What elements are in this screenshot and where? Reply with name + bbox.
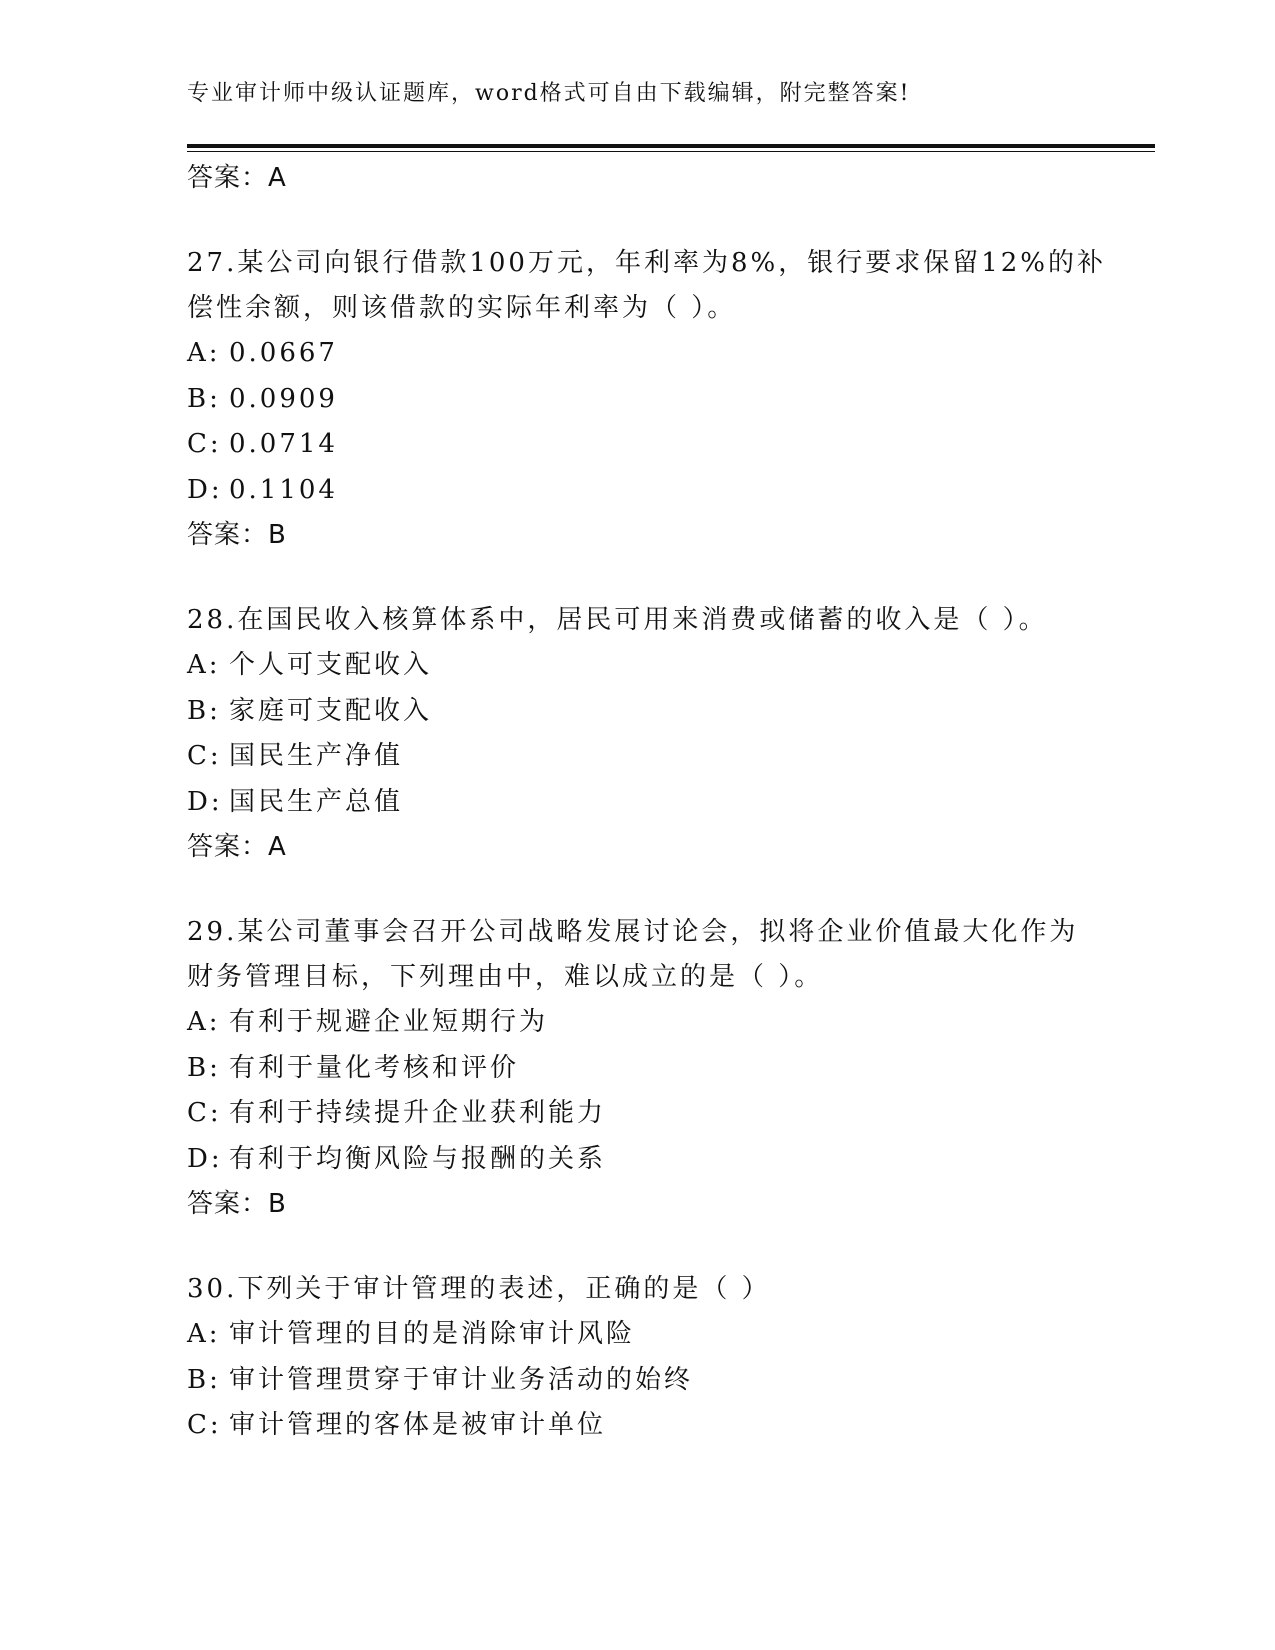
option-key: D: (187, 1143, 223, 1174)
option-key: A: (187, 1319, 221, 1349)
option-key: C: (187, 1410, 222, 1440)
option-b (187, 1358, 1087, 1404)
option-text: 国民生产总值 (229, 786, 404, 817)
option-key: B: (187, 383, 221, 414)
option-key: C: (187, 429, 222, 459)
option-text: 审计管理贯穿于审计业务活动的始终 (229, 1364, 694, 1395)
answer-line: 答案：B (187, 1189, 287, 1219)
answer-line: 答案：B (187, 520, 287, 550)
option-text: 审计管理的目的是消除审计风险 (229, 1319, 636, 1349)
option-key: A: (187, 650, 221, 680)
answer-line: 答案：A (187, 832, 287, 862)
answer-line: 答案：A (187, 163, 287, 193)
question-text: 29.某公司董事会召开公司战略发展讨论会，拟将企业价值最大化作为 (187, 917, 1079, 947)
option-text: 家庭可支配收入 (229, 695, 433, 726)
option-text: 有利于量化考核和评价 (229, 1052, 520, 1083)
option-key: C: (187, 1098, 222, 1128)
option-key: A: (187, 1007, 221, 1037)
option-text: 0.1104 (229, 474, 338, 505)
option-b (187, 689, 1087, 735)
option-d (187, 468, 1087, 514)
question-text: 偿性余额，则该借款的实际年利率为（ ）。 (187, 293, 737, 323)
option-a (187, 643, 1087, 689)
option-d (187, 1137, 1087, 1183)
option-key: A: (187, 338, 221, 368)
option-text: 0.0714 (229, 429, 338, 459)
option-key: D: (187, 474, 223, 505)
option-c (187, 1403, 1087, 1449)
question-29 (187, 910, 1087, 1227)
option-a (187, 1312, 1087, 1358)
option-a (187, 1000, 1087, 1046)
option-text: 有利于均衡风险与报酬的关系 (229, 1143, 607, 1174)
option-d (187, 780, 1087, 826)
option-c (187, 422, 1087, 468)
option-text: 有利于持续提升企业获利能力 (229, 1098, 607, 1128)
option-a (187, 331, 1087, 377)
option-text: 国民生产净值 (229, 741, 404, 771)
question-27 (187, 241, 1107, 558)
option-text: 有利于规避企业短期行为 (229, 1007, 549, 1037)
option-text: 个人可支配收入 (229, 650, 433, 680)
question-28 (187, 598, 1087, 870)
option-c (187, 734, 1087, 780)
header-rule-thin (187, 151, 1155, 152)
question-30 (187, 1267, 1087, 1449)
option-b (187, 377, 1087, 423)
question-text: 30.下列关于审计管理的表述，正确的是（ ） (187, 1274, 771, 1304)
page-header: 专业审计师中级认证题库，word格式可自由下载编辑，附完整答案! (187, 81, 911, 106)
question-text: 28.在国民收入核算体系中，居民可用来消费或储蓄的收入是（ ）。 (187, 605, 1048, 635)
question-text: 27.某公司向银行借款100万元，年利率为8%，银行要求保留12%的补 (187, 248, 1107, 278)
header-rule-thick (187, 144, 1155, 148)
option-key: B: (187, 1052, 221, 1083)
option-text: 审计管理的客体是被审计单位 (229, 1410, 607, 1440)
option-b (187, 1046, 1087, 1092)
document-body (187, 156, 1107, 1449)
option-key: C: (187, 741, 222, 771)
option-text: 0.0667 (229, 338, 338, 368)
option-key: B: (187, 695, 221, 726)
question-text: 财务管理目标，下列理由中，难以成立的是（ ）。 (187, 962, 824, 992)
option-text: 0.0909 (229, 383, 338, 414)
option-c (187, 1091, 1087, 1137)
option-key: D: (187, 786, 223, 817)
option-key: B: (187, 1364, 221, 1395)
